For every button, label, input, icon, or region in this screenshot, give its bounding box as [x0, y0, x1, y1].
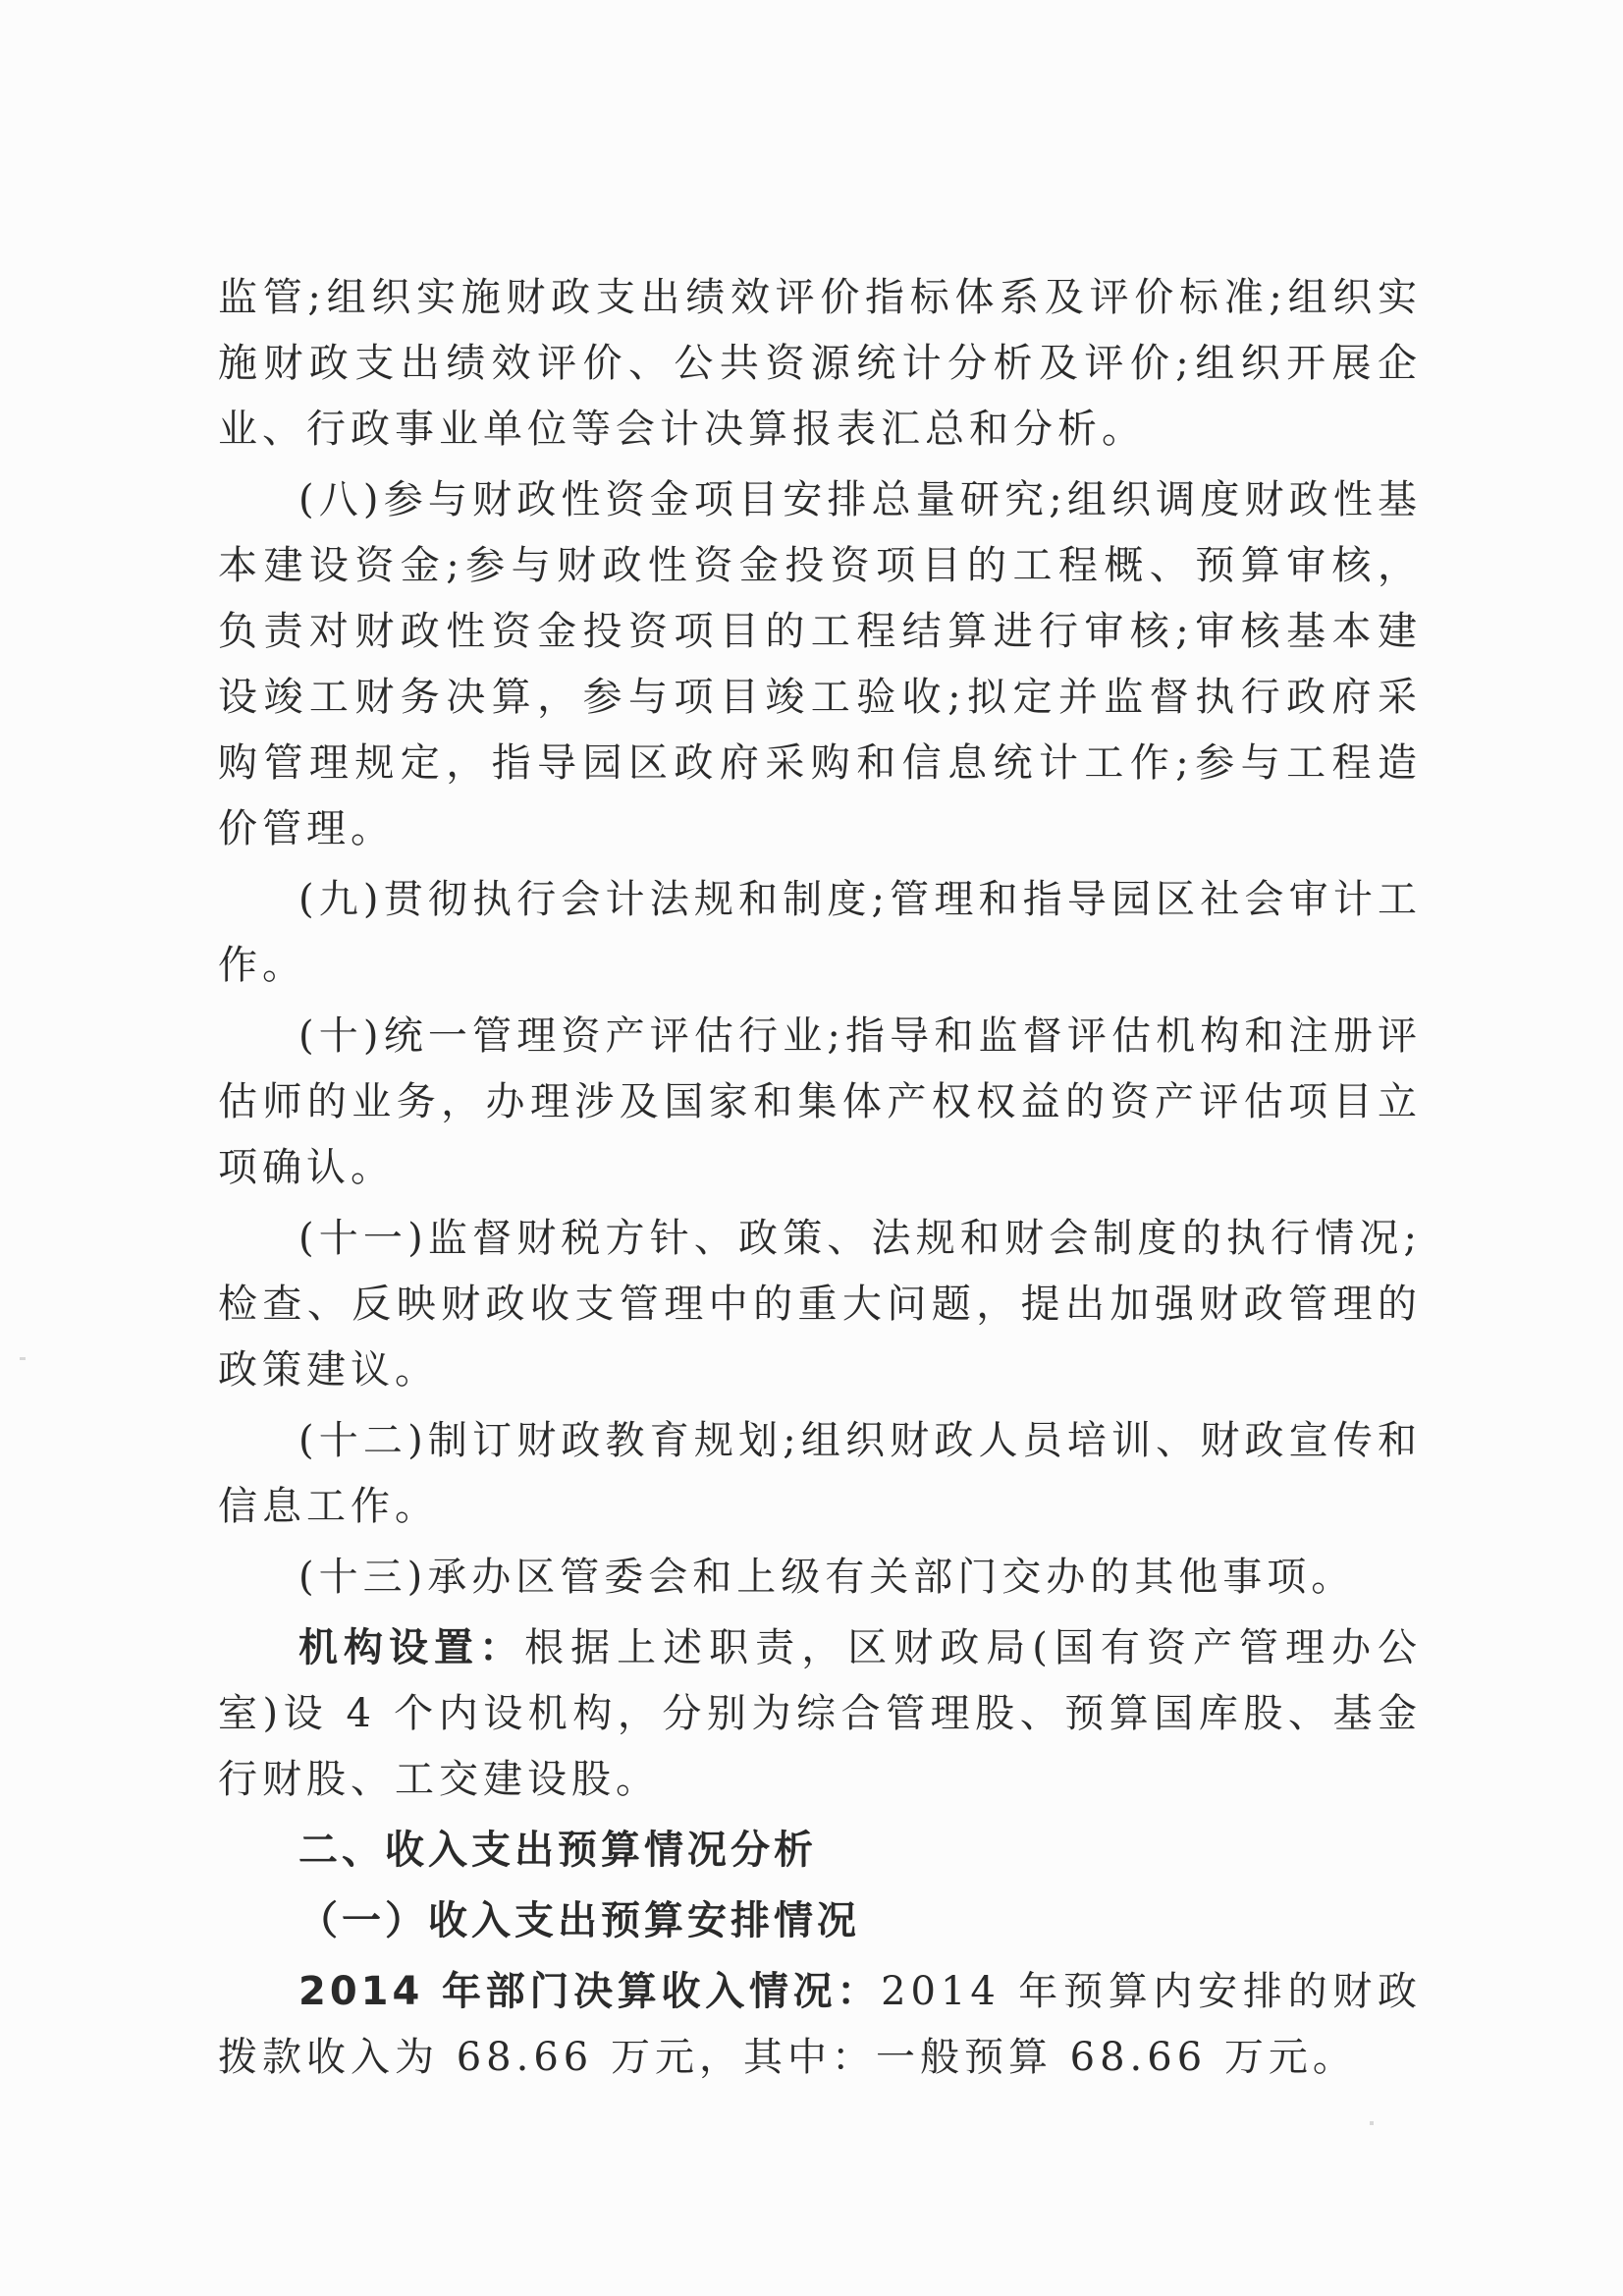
income-text: 2014 年预算内安排的财政拨款收入为 68.66 万元，其中：一般预算 68.66 万元。 [218, 1969, 1422, 2080]
paragraph-item-11: (十一)监督财税方针、政策、法规和财会制度的执行情况;检查、反映财政收支管理中的重大问题，提出加强财政管理的政策建议。 [218, 1216, 1422, 1393]
paragraph-item-12: (十二)制订财政教育规划;组织财政人员培训、财政宣传和信息工作。 [218, 1418, 1422, 1529]
scan-speck [1370, 2121, 1374, 2125]
paragraph-org-setup [218, 1615, 1422, 1813]
scan-speck [20, 1357, 26, 1360]
org-setup-text: 根据上述职责，区财政局(国有资产管理办公室)设 4 个内设机构，分别为综合管理股、预算国库股、基金行财股、工交建设股。 [218, 1625, 1423, 1802]
paragraph-item-9: (九)贯彻执行会计法规和制度;管理和指导园区社会审计工作。 [218, 877, 1422, 988]
org-setup-label: 机构设置： [298, 1625, 525, 1670]
paragraph-continuation: 监管;组织实施财政支出绩效评价指标体系及评价标准;组织实施财政支出绩效评价、公共资源统计分析及评价;组织开展企业、行政事业单位等会计决算报表汇总和分析。 [218, 275, 1422, 452]
paragraph-item-13: (十三)承办区管委会和上级有关部门交办的其他事项。 [298, 1555, 1356, 1600]
paragraph-income [218, 1959, 1422, 2091]
paragraph-item-10: (十)统一管理资产评估行业;指导和监督评估机构和注册评估师的业务，办理涉及国家和集体产权权益的资产评估项目立项确认。 [218, 1013, 1422, 1190]
income-label: 2014 年部门决算收入情况： [298, 1969, 882, 2014]
paragraph-item-8: (八)参与财政性资金项目安排总量研究;组织调度财政性基本建设资金;参与财政性资金投资项目的工程概、预算审核，负责对财政性资金投资项目的工程结算进行审核;审核基本建设竣工财务决算，参与项目竣工验收;拟定并监督执行政府采购管理规定，指导园区政府采购和信息统计工作;参与工程造价管理。 [218, 477, 1422, 851]
sub-heading: （一）收入支出预算安排情况 [298, 1898, 860, 1943]
document-body [218, 265, 1422, 2091]
section-heading: 二、收入支出预算情况分析 [298, 1828, 817, 1873]
